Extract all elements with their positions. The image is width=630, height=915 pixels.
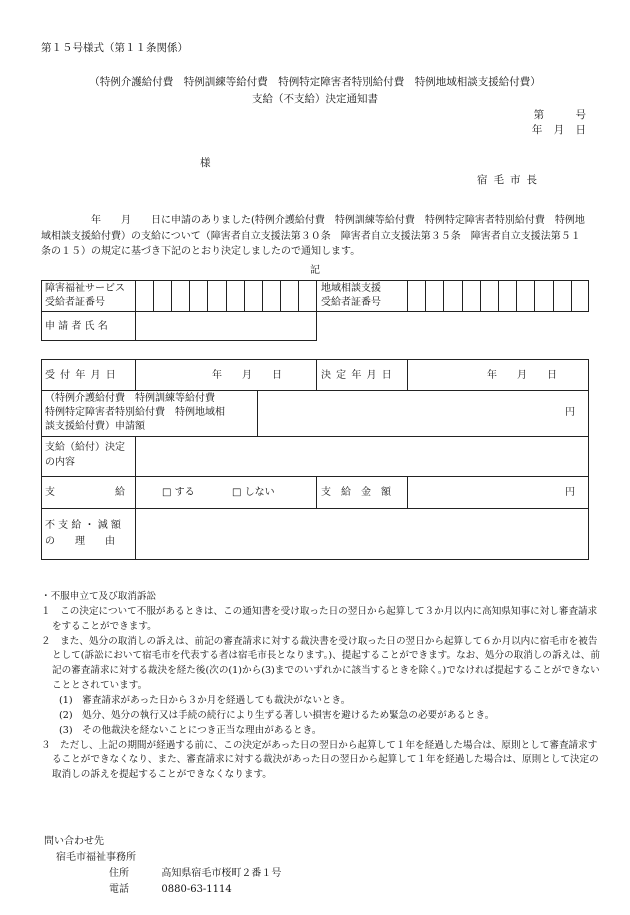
- decision-date-value: 年 月 日: [487, 370, 557, 381]
- contact-address-label: 住所: [109, 868, 129, 879]
- note-item-3: ３ ただし、上記の期間が経過する前に、この決定があった日の翌日から起算して１年を経過した場合は、原則として審査請求することができなくなり、また、審査請求に対する裁決があった日の翌日から起算して１年を経過した場合は、原則として決定の取消しの訴えを提起することができなくなります。: [41, 739, 599, 781]
- digit-divider: [462, 280, 463, 312]
- issuer: 宿毛市長: [477, 174, 543, 186]
- note-item-1: １ この決定について不服があるときは、この通知書を受け取った日の翌日から起算して３か月以内に高知県知事に対し審査請求をすることができます。: [41, 605, 598, 632]
- digit-divider: [425, 280, 426, 312]
- contact-heading: 問い合わせ先: [44, 836, 104, 847]
- payment-amount-label: 支 給 金 額: [321, 487, 391, 498]
- consult-label-1: 地域相談支援: [321, 283, 381, 294]
- digit-divider: [226, 280, 227, 312]
- ki-label: 記: [310, 265, 320, 276]
- digit-divider: [153, 280, 154, 312]
- decision-content-label-1: 支給（給付）決定: [45, 442, 125, 453]
- received-date-label: 受 付 年 月 日: [45, 370, 117, 381]
- digit-divider: [298, 280, 299, 312]
- cert-label-1: 障害福祉サービス: [45, 283, 125, 294]
- applied-amount-label-3: 談支援給付費）申請額: [45, 421, 145, 432]
- applied-amount-yen: 円: [565, 407, 575, 418]
- digit-divider: [280, 280, 281, 312]
- contact-phone: 0880-63-1114: [161, 884, 232, 895]
- digit-divider: [207, 280, 208, 312]
- notes-heading: ・不服申立て及び取消訴訟: [41, 591, 157, 602]
- decision-content-label-2: の内容: [45, 457, 75, 468]
- digit-divider: [571, 280, 572, 312]
- received-date-value: 年 月 日: [212, 370, 282, 381]
- reason-label-2: の 理 由: [45, 536, 115, 547]
- payment-amount-yen: 円: [565, 487, 575, 498]
- digit-divider: [171, 280, 172, 312]
- contact-phone-label: 電話: [109, 884, 129, 895]
- contact-office: 宿毛市福祉事務所: [56, 852, 136, 863]
- consult-label-2: 受給者証番号: [321, 297, 381, 308]
- option-suru-checkbox[interactable]: □ する: [162, 487, 195, 498]
- document-number: 第 号: [533, 109, 586, 121]
- digit-divider: [534, 280, 535, 312]
- note-sub-2: (2) 処分、処分の執行又は手続の続行により生ずる著しい損害を避けるため緊急の必要があるとき。: [59, 709, 495, 721]
- document-date: 年 月 日: [531, 124, 586, 136]
- form-label: 第１５号様式（第１１条関係）: [41, 42, 188, 54]
- document-title: 支給（不支給）決定通知書: [252, 93, 378, 105]
- addressee-suffix: 様: [200, 157, 211, 169]
- decision-date-label: 決 定 年 月 日: [321, 370, 393, 381]
- appeal-notes: [41, 590, 601, 783]
- digit-divider: [443, 280, 444, 312]
- applied-amount-label-1: （特例介護給付費 特例訓練等給付費: [45, 393, 215, 404]
- cert-label-2: 受給者証番号: [45, 297, 105, 308]
- digit-divider: [480, 280, 481, 312]
- digit-divider: [553, 280, 554, 312]
- option-shinai-checkbox[interactable]: □ しない: [232, 487, 275, 498]
- digit-divider: [262, 280, 263, 312]
- note-sub-3: (3) その他裁決を経ないことにつき正当な理由があるとき。: [59, 724, 322, 736]
- contact-block: [44, 834, 281, 898]
- note-item-2: ２ また、処分の取消しの訴えは、前記の審査請求に対する裁決書を受け取った日の翌日から起算して６か月以内に宿毛市を被告として(訴訟において宿毛市を代表する者は宿毛市長となります。)、提起することができます。なお、処分の取消しの訴えは、前記の審査請求に対する裁決を経た後(次の(1)から(3)までのいずれかに該当するときを除く。)でなければ提起することができないこととされています。: [41, 635, 600, 692]
- note-sub-1: (1) 審査請求があった日から３か月を経過しても裁決がないとき。: [59, 695, 351, 707]
- digit-divider: [498, 280, 499, 312]
- contact-address: 高知県宿毛市桜町２番１号: [161, 868, 282, 879]
- digit-divider: [189, 280, 190, 312]
- document-title-subject: （特例介護給付費 特例訓練等給付費 特例特定障害者特別給付費 特例地域相談支援給付費）: [89, 76, 541, 88]
- applicant-name-label: 申 請 者 氏 名: [45, 321, 108, 332]
- reason-label-1: 不 支 給 ・ 減 額: [45, 520, 121, 531]
- shikyu-label: 支 給: [45, 487, 125, 498]
- applied-amount-label-2: 特例特定障害者特別給付費 特例地域相: [45, 407, 225, 418]
- intro-text: 年 月 日に申請のありました(特例介護給付費 特例訓練等給付費 特例特定障害者特別給付費 特例地域相談支援給付費）の支給について（障害者自立支援法第３０条 障害者自立支援法第３５条 障害者自立支援法第５１条の１５）の規定に基づき下記のとおり決定しましたので通知します。: [41, 215, 585, 257]
- digit-divider: [516, 280, 517, 312]
- digit-divider: [244, 280, 245, 312]
